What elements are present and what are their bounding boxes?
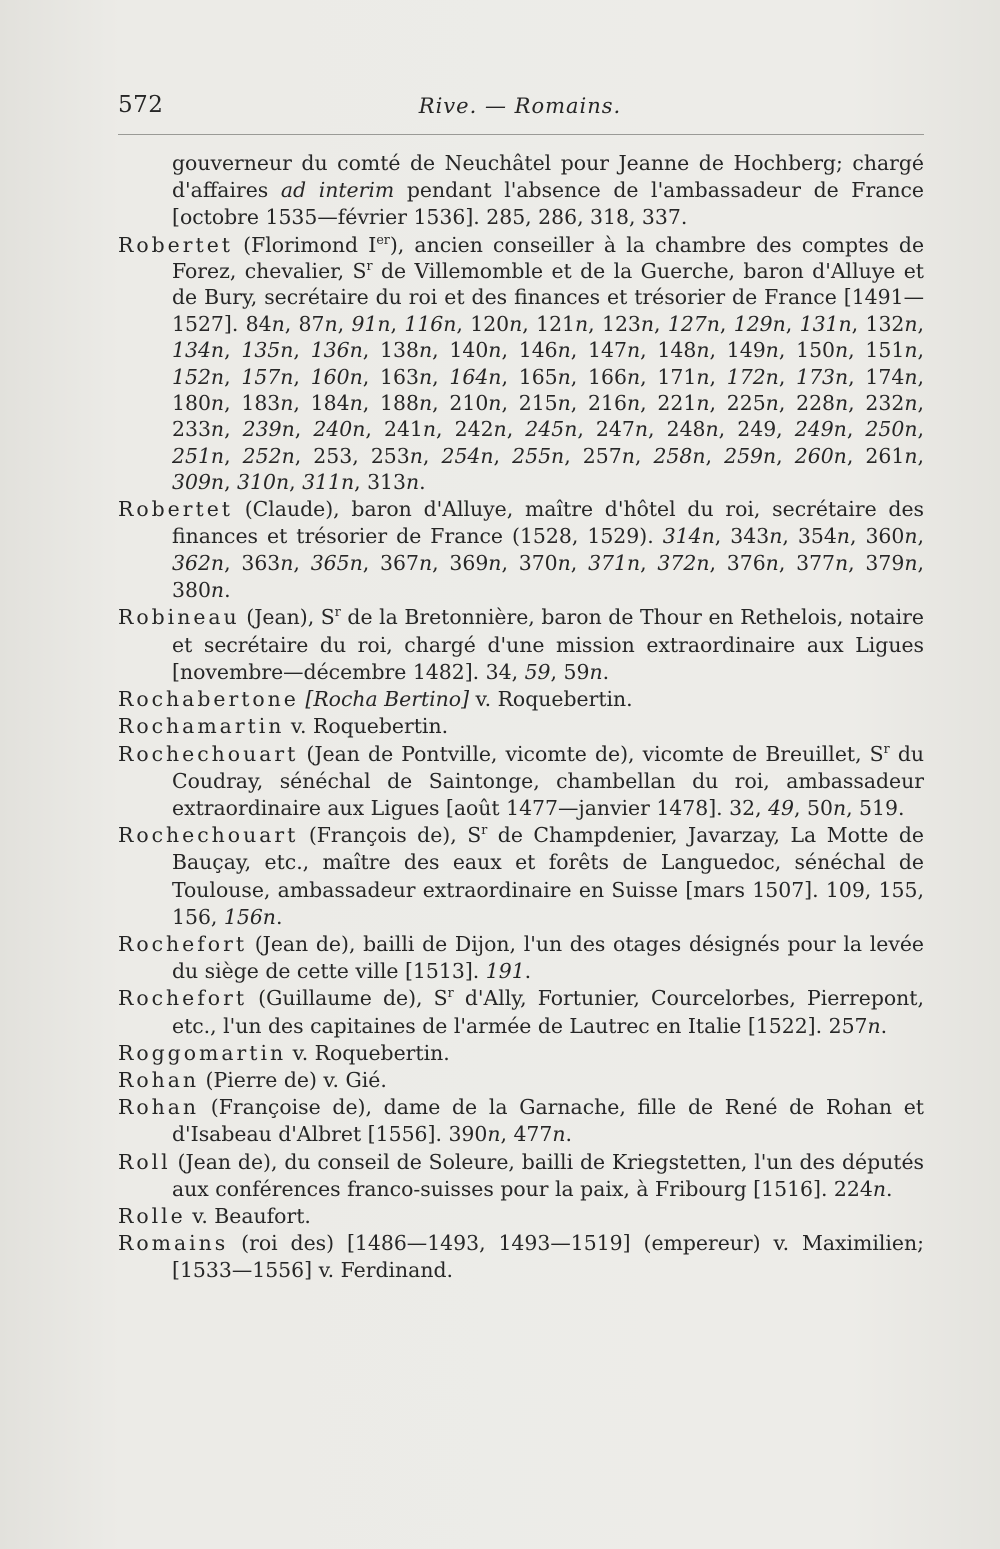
entry-name: Roggomartin <box>118 1040 287 1065</box>
index-entry <box>118 822 924 931</box>
entry-name: Robertet <box>118 232 233 257</box>
entry-text: (François de), $S^r$ de Champdenier, Javarzay, La Motte de Bauçay, etc., maître des eaux et forêts de Languedoc, sénéchal de Toulouse, ambassadeur extraordinaire en Suisse [mars 1507]. 109, 155, 156, 156n. <box>172 822 924 929</box>
entry-name: Rochabertone <box>118 687 299 712</box>
entry-name: Romains <box>118 1231 229 1256</box>
index-entry-continuation <box>118 150 924 232</box>
entry-name: Roll <box>118 1149 171 1174</box>
index-entry <box>118 985 924 1039</box>
index-entry <box>118 1149 924 1203</box>
entry-text: (Pierre de) v. Gié. <box>199 1067 387 1092</box>
header-rule <box>118 134 924 135</box>
index-entry <box>118 1203 924 1230</box>
index-entry <box>118 1040 924 1067</box>
index-entry <box>118 713 924 740</box>
entry-name: Robineau <box>118 605 240 630</box>
index-entry <box>118 604 924 686</box>
index-entry <box>118 232 924 496</box>
entry-text: [Rocha Bertino] v. Roquebertin. <box>305 687 633 712</box>
entry-text: (Claude), baron d'Alluye, maître d'hôtel du roi, secrétaire des finances et trésorier de France (1528, 1529). 314n, 343n, 354n, 360n, 362n, 363n, 365n, 367n, 369n, 370n, 371n, 372n, 376n, 377n, 379n, 380n. <box>172 496 924 603</box>
entry-name: Rochechouart <box>118 823 299 848</box>
running-title: Rive. — Romains. <box>418 94 622 118</box>
entry-name: Rohan <box>118 1067 200 1092</box>
entry-name: Rochechouart <box>118 741 299 766</box>
entry-name: Rochamartin <box>118 714 285 739</box>
page-header <box>118 92 922 132</box>
entry-text: (Guillaume de), $S^r$ d'Ally, Fortunier, Courcelorbes, Pierrepont, etc., l'un des capitaines de l'armée de Lautrec en Italie [1522]. 257n. <box>172 985 924 1038</box>
entry-name: Robertet <box>118 496 233 521</box>
entry-text: (Jean de), du conseil de Soleure, bailli de Kriegstetten, l'un des députés aux conférences franco-suisses pour la paix, à Fribourg [1516]. 224n. <box>170 1149 924 1201</box>
entry-text: gouverneur du comté de Neuchâtel pour Jeanne de Hochberg; chargé d'affaires ad interim pendant l'absence de l'ambassadeur de France [octobre 1535—février 1536]. 285, 286, 318, 337. <box>172 151 924 230</box>
entry-text: (Florimond Ier), ancien conseiller à la chambre des comptes de Forez, chevalier, $S^r$ de Villemomble et de la Guerche, baron d'Alluye et de Bury, secrétaire du roi et des finances et trésorier de France [1491—1527]. 84n, 87n, 91n, 116n, 120n, 121n, 123n, 127n, 129n, 131n, 132n, 134n, 135n, 136n, 138n, 140n, 146n, 147n, 148n, 149n, 150n, 151n, 152n, 157n, 160n, 163n, 164n, 165n, 166n, 171n, 172n, 173n, 174n, 180n, 183n, 184n, 188n, 210n, 215n, 216n, 221n, 225n, 228n, 232n, 233n, 239n, 240n, 241n, 242n, 245n, 247n, 248n, 249, 249n, 250n, 251n, 252n, 253, 253n, 254n, 255n, 257n, 258n, 259n, 260n, 261n, 309n, 310n, 311n, 313n. <box>172 231 925 495</box>
index-entry <box>118 1094 924 1148</box>
entry-name: Rolle <box>118 1203 186 1228</box>
index-entry <box>118 1067 924 1094</box>
entry-text: (Jean de), bailli de Dijon, l'un des otages désignés pour la levée du siège de cette ville [1513]. 191. <box>172 931 924 984</box>
entry-name: Rohan <box>118 1095 200 1120</box>
index-entry <box>118 741 924 823</box>
entry-text: (Françoise de), dame de la Garnache, fille de René de Rohan et d'Isabeau d'Albret [1556]. 390n, 477n. <box>172 1095 924 1147</box>
entry-text: v. Beaufort. <box>185 1203 311 1228</box>
entry-text: v. Roquebertin. <box>286 1040 450 1065</box>
page-number: 572 <box>118 92 164 118</box>
entry-text: (Jean), $S^r$ de la Bretonnière, baron de Thour en Rethelois, notaire et secrétaire du roi, chargé d'une mission extraordinaire aux Ligues [novembre—décembre 1482]. 34, 59, 59n. <box>172 604 924 684</box>
index-entry <box>118 1230 924 1284</box>
index-entries <box>118 150 924 1285</box>
entry-name: Rochefort <box>118 986 248 1011</box>
entry-text: (roi des) [1486—1493, 1493—1519] (empereur) v. Maximilien; [1533—1556] v. Ferdinand. <box>172 1231 924 1283</box>
entry-text: v. Roquebertin. <box>284 714 449 739</box>
entry-text: (Jean de Pontville, vicomte de), vicomte de Breuillet, $S^r$ du Coudray, sénéchal de Saintonge, chambellan du roi, ambassadeur extraordinaire aux Ligues [août 1477—janvier 1478]. 32, 49, 50n, 519. <box>172 740 925 820</box>
index-entry <box>118 931 924 985</box>
index-entry <box>118 686 924 713</box>
entry-name: Rochefort <box>118 931 248 956</box>
index-entry <box>118 496 924 605</box>
